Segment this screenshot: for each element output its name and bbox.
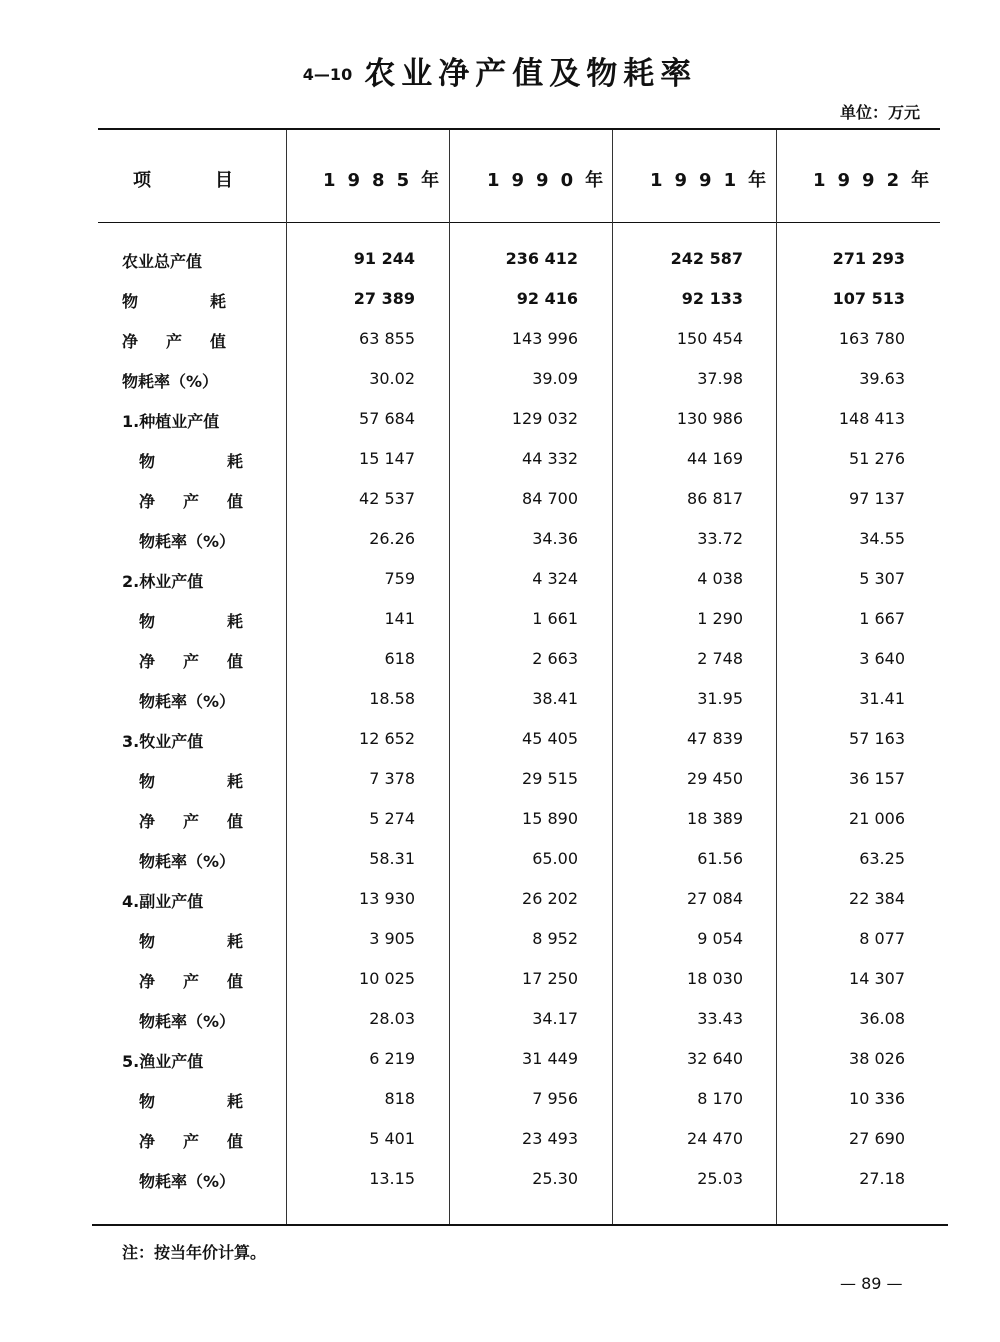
table-row — [0, 1049, 1000, 1089]
table-cell: 10 025 — [359, 969, 415, 988]
row-label-text: 物 耗 — [139, 452, 243, 471]
row-label-text: 物耗率（%） — [139, 1172, 236, 1191]
table-cell: 92 416 — [516, 289, 578, 308]
row-label-text: 物 耗 — [139, 1092, 243, 1111]
table-cell: 58.31 — [369, 849, 415, 868]
row-label — [139, 529, 235, 552]
table-cell: 27 084 — [687, 889, 743, 908]
row-label — [139, 689, 235, 712]
table-cell: 27.18 — [859, 1169, 905, 1188]
table-cell: 39.63 — [859, 369, 905, 388]
header-year: 1992年 — [813, 170, 942, 191]
row-label — [139, 969, 243, 992]
table-cell: 31.41 — [859, 689, 905, 708]
table-cell: 37.98 — [697, 369, 743, 388]
row-label — [122, 329, 226, 352]
row-label-text: 2.林业产值 — [122, 572, 204, 591]
table-cell: 10 336 — [849, 1089, 905, 1108]
table-cell: 36 157 — [849, 769, 905, 788]
table-cell: 57 684 — [359, 409, 415, 428]
table-cell: 236 412 — [505, 249, 578, 268]
row-label — [122, 369, 218, 392]
table-cell: 8 170 — [697, 1089, 743, 1108]
row-label — [139, 929, 243, 952]
row-label-text: 1.种植业产值 — [122, 412, 220, 431]
row-label-text: 净 产 值 — [139, 492, 243, 511]
table-row — [0, 289, 1000, 329]
row-label — [139, 609, 243, 632]
bottom-rule — [92, 1224, 948, 1226]
table-cell: 44 332 — [522, 449, 578, 468]
table-row — [0, 449, 1000, 489]
table-cell: 32 640 — [687, 1049, 743, 1068]
table-row — [0, 1169, 1000, 1209]
table-row — [0, 849, 1000, 889]
table-cell: 5 274 — [369, 809, 415, 828]
table-cell: 4 038 — [697, 569, 743, 588]
table-cell: 129 032 — [511, 409, 578, 428]
table-cell: 34.36 — [532, 529, 578, 548]
table-cell: 29 515 — [522, 769, 578, 788]
table-cell: 57 163 — [849, 729, 905, 748]
row-label-text: 净 产 值 — [139, 1132, 243, 1151]
table-cell: 27 690 — [849, 1129, 905, 1148]
table-row — [0, 969, 1000, 1009]
table-cell: 107 513 — [832, 289, 905, 308]
row-label — [139, 849, 235, 872]
row-label-text: 物耗率（%） — [139, 692, 236, 711]
row-label — [122, 409, 219, 432]
row-label-text: 3.牧业产值 — [122, 732, 204, 751]
table-title-text: 农业净产值及物耗率 — [364, 56, 698, 92]
table-row — [0, 609, 1000, 649]
table-cell: 242 587 — [670, 249, 743, 268]
row-label — [139, 1089, 243, 1112]
row-label-text: 4.副业产值 — [122, 892, 204, 911]
table-cell: 2 748 — [697, 649, 743, 668]
table-row — [0, 769, 1000, 809]
row-label — [139, 1129, 243, 1152]
table-row — [0, 1009, 1000, 1049]
table-cell: 44 169 — [687, 449, 743, 468]
table-cell: 86 817 — [687, 489, 743, 508]
row-label — [122, 289, 226, 312]
table-cell: 3 905 — [369, 929, 415, 948]
table-cell: 45 405 — [522, 729, 578, 748]
table-row — [0, 889, 1000, 929]
unit-label: 单位：万元 — [839, 103, 920, 122]
row-label-text: 农业总产值 — [122, 252, 203, 271]
header-item — [133, 166, 233, 192]
table-cell: 12 652 — [359, 729, 415, 748]
table-cell: 1 661 — [532, 609, 578, 628]
table-cell: 8 952 — [532, 929, 578, 948]
top-rule — [98, 128, 940, 130]
table-cell: 8 077 — [859, 929, 905, 948]
table-cell: 13.15 — [369, 1169, 415, 1188]
row-label-text: 5.渔业产值 — [122, 1052, 204, 1071]
table-cell: 36.08 — [859, 1009, 905, 1028]
table-title — [0, 48, 1000, 93]
table-row — [0, 1129, 1000, 1169]
table-cell: 26 202 — [522, 889, 578, 908]
row-label-text: 物耗率（%） — [139, 532, 236, 551]
table-cell: 1 667 — [859, 609, 905, 628]
table-row — [0, 249, 1000, 289]
table-row — [0, 729, 1000, 769]
table-cell: 818 — [384, 1089, 415, 1108]
header-rule — [98, 222, 940, 223]
row-label-text: 净 产 值 — [139, 652, 243, 671]
table-cell: 163 780 — [838, 329, 905, 348]
table-cell: 150 454 — [676, 329, 743, 348]
row-label — [122, 569, 203, 592]
table-cell: 14 307 — [849, 969, 905, 988]
row-label — [139, 489, 243, 512]
row-label-text: 物 耗 — [139, 772, 243, 791]
table-cell: 2 663 — [532, 649, 578, 668]
table-cell: 65.00 — [532, 849, 578, 868]
table-cell: 15 147 — [359, 449, 415, 468]
table-cell: 141 — [384, 609, 415, 628]
table-cell: 17 250 — [522, 969, 578, 988]
header-item-char: 项 — [133, 170, 151, 191]
header-year: 1991年 — [650, 170, 779, 191]
table-cell: 25.30 — [532, 1169, 578, 1188]
row-label — [122, 249, 202, 272]
row-label — [139, 769, 243, 792]
row-label — [139, 649, 243, 672]
row-label — [139, 809, 243, 832]
table-cell: 15 890 — [522, 809, 578, 828]
table-cell: 18.58 — [369, 689, 415, 708]
table-cell: 47 839 — [687, 729, 743, 748]
table-cell: 5 307 — [859, 569, 905, 588]
table-cell: 3 640 — [859, 649, 905, 668]
table-cell: 21 006 — [849, 809, 905, 828]
table-cell: 759 — [384, 569, 415, 588]
table-cell: 7 378 — [369, 769, 415, 788]
table-cell: 6 219 — [369, 1049, 415, 1068]
table-cell: 33.72 — [697, 529, 743, 548]
row-label-text: 物耗率（%） — [139, 1012, 236, 1031]
table-cell: 1 290 — [697, 609, 743, 628]
table-cell: 24 470 — [687, 1129, 743, 1148]
table-cell: 84 700 — [522, 489, 578, 508]
table-cell: 33.43 — [697, 1009, 743, 1028]
table-cell: 271 293 — [832, 249, 905, 268]
row-label-text: 净 产 值 — [122, 332, 226, 351]
table-row — [0, 569, 1000, 609]
row-label — [122, 1049, 203, 1072]
table-cell: 28.03 — [369, 1009, 415, 1028]
row-label — [139, 1169, 235, 1192]
table-cell: 38 026 — [849, 1049, 905, 1068]
table-cell: 38.41 — [532, 689, 578, 708]
table-cell: 22 384 — [849, 889, 905, 908]
table-cell: 34.55 — [859, 529, 905, 548]
row-label-text: 物 耗 — [139, 612, 243, 631]
row-label-text: 物耗率（%） — [139, 852, 236, 871]
row-label — [139, 1009, 235, 1032]
table-body — [0, 249, 1000, 1209]
table-cell: 51 276 — [849, 449, 905, 468]
table-cell: 91 244 — [353, 249, 415, 268]
table-cell: 130 986 — [676, 409, 743, 428]
table-row — [0, 809, 1000, 849]
table-cell: 4 324 — [532, 569, 578, 588]
row-label-text: 物 耗 — [122, 292, 226, 311]
row-label — [122, 729, 203, 752]
row-label-text: 净 产 值 — [139, 972, 243, 991]
table-cell: 143 996 — [511, 329, 578, 348]
table-cell: 27 389 — [353, 289, 415, 308]
table-cell: 31.95 — [697, 689, 743, 708]
table-cell: 39.09 — [532, 369, 578, 388]
footnote: 注：按当年价计算。 — [122, 1243, 267, 1262]
table-cell: 63.25 — [859, 849, 905, 868]
table-row — [0, 1089, 1000, 1129]
table-row — [0, 689, 1000, 729]
header-year: 1990年 — [487, 170, 616, 191]
table-cell: 42 537 — [359, 489, 415, 508]
table-cell: 63 855 — [359, 329, 415, 348]
table-cell: 26.26 — [369, 529, 415, 548]
table-cell: 13 930 — [359, 889, 415, 908]
row-label — [122, 889, 203, 912]
table-cell: 34.17 — [532, 1009, 578, 1028]
table-cell: 7 956 — [532, 1089, 578, 1108]
table-row — [0, 489, 1000, 529]
table-cell: 61.56 — [697, 849, 743, 868]
row-label — [139, 449, 243, 472]
row-label-text: 物耗率（%） — [122, 372, 219, 391]
table-row — [0, 529, 1000, 569]
table-row — [0, 369, 1000, 409]
table-row — [0, 649, 1000, 689]
table-cell: 5 401 — [369, 1129, 415, 1148]
table-cell: 618 — [384, 649, 415, 668]
table-cell: 9 054 — [697, 929, 743, 948]
header-year: 1985年 — [323, 170, 452, 191]
table-cell: 23 493 — [522, 1129, 578, 1148]
page-number: — 89 — — [840, 1274, 903, 1293]
table-cell: 29 450 — [687, 769, 743, 788]
table-cell: 92 133 — [681, 289, 743, 308]
table-cell: 18 389 — [687, 809, 743, 828]
row-label-text: 物 耗 — [139, 932, 243, 951]
table-row — [0, 329, 1000, 369]
table-cell: 30.02 — [369, 369, 415, 388]
row-label-text: 净 产 值 — [139, 812, 243, 831]
header-item-char: 目 — [215, 170, 233, 191]
table-row — [0, 409, 1000, 449]
table-row — [0, 929, 1000, 969]
table-cell: 97 137 — [849, 489, 905, 508]
table-cell: 148 413 — [838, 409, 905, 428]
table-cell: 25.03 — [697, 1169, 743, 1188]
table-number: 4—10 — [302, 65, 353, 84]
table-cell: 31 449 — [522, 1049, 578, 1068]
table-cell: 18 030 — [687, 969, 743, 988]
